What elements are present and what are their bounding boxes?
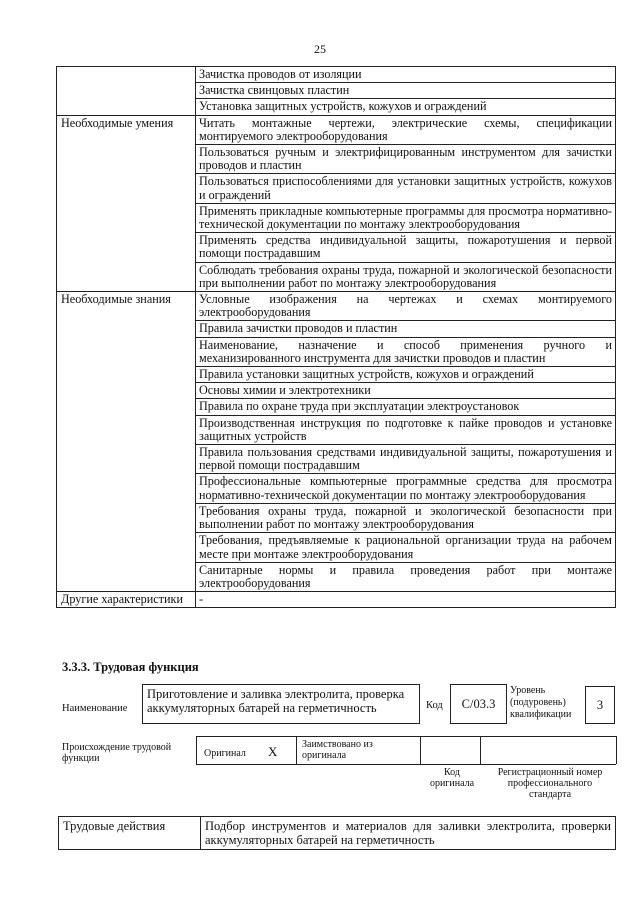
original-label: Оригинал xyxy=(204,748,246,759)
code-original-label: Код оригинала xyxy=(429,767,475,789)
other-label: Другие характеристики xyxy=(57,592,196,608)
reg-number-label: Регистрационный номер профессионального стандарта xyxy=(497,767,603,800)
code-value: C/03.3 xyxy=(450,684,507,724)
action-cell: Установка защитных устройств, кожухов и ограждений xyxy=(196,99,616,115)
action-cell: Зачистка проводов от изоляции xyxy=(196,67,616,83)
level-label: Уровень (подуровень) квалификации xyxy=(510,685,572,720)
knowledge-cell: Санитарные нормы и правила проведения работ при монтаже электрооборудования xyxy=(196,562,616,591)
actions-value: Подбор инструментов и материалов для заливки электролита, проверки аккумуляторных батарей на герметичность xyxy=(205,819,611,847)
table-row xyxy=(57,292,616,321)
action-cell: Зачистка свинцовых пластин xyxy=(196,83,616,99)
name-value: Приготовление и заливка электролита, проверка аккумуляторных батарей на герметичность xyxy=(147,687,405,715)
page-number: 25 xyxy=(314,42,326,56)
knowledge-cell: Требования охраны труда, пожарной и экологической безопасности при выполнении работ по монтажу электрооборудования xyxy=(196,503,616,532)
original-mark: X xyxy=(268,744,278,759)
knowledge-cell: Правила зачистки проводов и пластин xyxy=(196,321,616,337)
skill-cell: Соблюдать требования охраны труда, пожарной и экологической безопасности при выполнении работ по монтажу электрооборудования xyxy=(196,262,616,291)
knowledge-cell: Наименование, назначение и способ применения ручного и механизированного инструмента для зачистки проводов и пластин xyxy=(196,337,616,366)
borrowed-label: Заимствовано из оригинала xyxy=(302,739,373,761)
skill-cell: Пользоваться ручным и электрифицированным инструментом для зачистки проводов и пластин xyxy=(196,145,616,174)
actions-label: Трудовые действия xyxy=(63,819,166,833)
knowledge-cell: Производственная инструкция по подготовке к пайке проводов и установке защитных устройств xyxy=(196,415,616,444)
skill-cell: Пользоваться приспособлениями для установки защитных устройств, кожухов и ограждений xyxy=(196,174,616,203)
knowledge-cell: Профессиональные компьютерные программные средства для просмотра нормативно-технической документации по монтажу электрооборудования xyxy=(196,474,616,503)
table-row xyxy=(57,592,616,608)
knowledge-cell: Требования, предъявляемые к рациональной организации труда на рабочем месте при монтаже электрооборудования xyxy=(196,533,616,562)
knowledge-cell: Основы химии и электротехники xyxy=(196,383,616,399)
name-label: Наименование xyxy=(62,703,128,714)
name-box xyxy=(142,684,420,724)
skill-cell: Читать монтажные чертежи, электрические схемы, спецификации монтируемого электрооборудования xyxy=(196,115,616,144)
knowledge-label: Необходимые знания xyxy=(57,292,196,592)
knowledge-cell: Правила пользования средствами индивидуальной защиты, пожаротушения и первой помощи пострадавшим xyxy=(196,445,616,474)
origin-label: Происхождение трудовой функции xyxy=(62,742,172,764)
knowledge-cell: Правила установки защитных устройств, кожухов и ограждений xyxy=(196,367,616,383)
table-row xyxy=(57,115,616,144)
requirements-table xyxy=(56,66,616,608)
skill-cell: Применять прикладные компьютерные программы для просмотра нормативно-технической документации по монтажу электрооборудования xyxy=(196,203,616,232)
actions-value-cell xyxy=(200,816,616,850)
knowledge-cell: Условные изображения на чертежах и схемах монтируемого электрооборудования xyxy=(196,292,616,321)
level-value: 3 xyxy=(585,686,615,724)
actions-label-cell xyxy=(58,816,201,850)
skill-cell: Применять средства индивидуальной защиты, пожаротушения и первой помощи пострадавшим xyxy=(196,233,616,262)
code-label: Код xyxy=(426,700,443,711)
empty-label-cell xyxy=(57,67,196,116)
skills-label: Необходимые умения xyxy=(57,115,196,291)
other-value: - xyxy=(196,592,616,608)
knowledge-cell: Правила по охране труда при эксплуатации электроустановок xyxy=(196,399,616,415)
section-title: 3.3.3. Трудовая функция xyxy=(62,660,199,674)
table-row xyxy=(57,67,616,83)
